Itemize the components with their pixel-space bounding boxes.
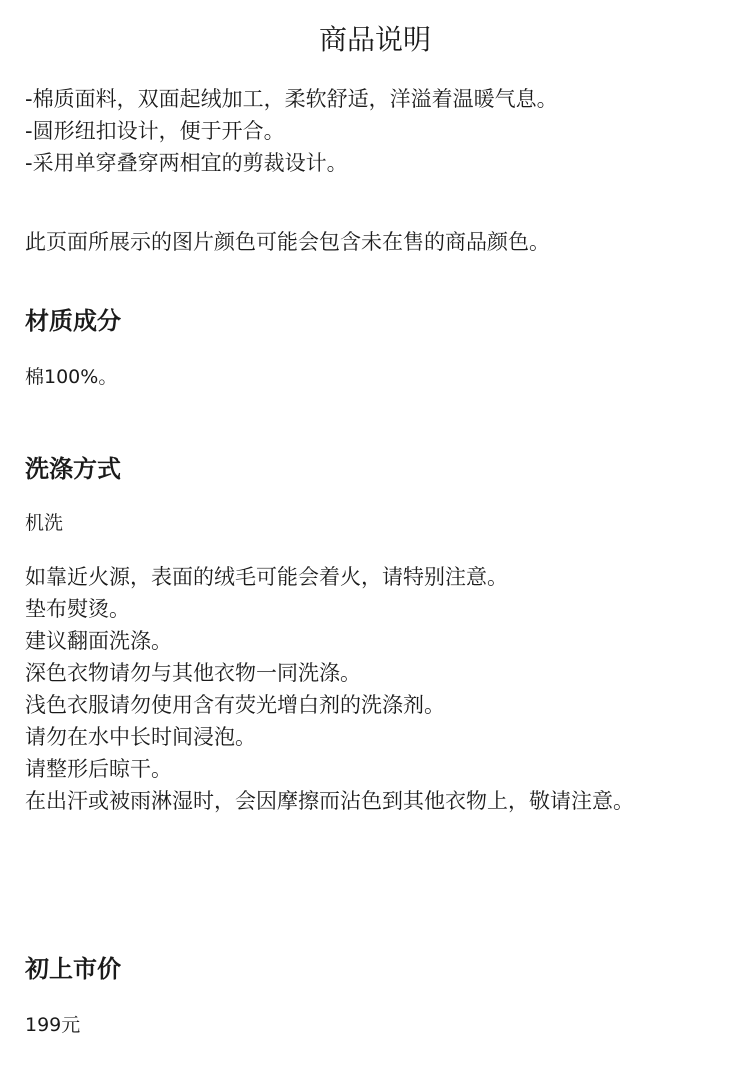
washing-note: 在出汗或被雨淋湿时，会因摩擦而沾色到其他衣物上，敬请注意。 — [25, 789, 634, 813]
material-heading: 材质成分 — [25, 307, 121, 335]
washing-note: 建议翻面洗涤。 — [25, 629, 172, 653]
washing-heading: 洗涤方式 — [25, 455, 121, 483]
material-value: 棉100%。 — [25, 366, 118, 388]
washing-note: 请勿在水中长时间浸泡。 — [25, 725, 256, 749]
washing-note: 深色衣物请勿与其他衣物一同洗涤。 — [25, 661, 361, 685]
price-heading: 初上市价 — [25, 955, 121, 983]
washing-note: 请整形后晾干。 — [25, 757, 172, 781]
page-title: 商品说明 — [318, 23, 431, 56]
feature-item: -圆形纽扣设计，便于开合。 — [25, 119, 285, 143]
washing-method: 机洗 — [25, 512, 64, 534]
washing-note: 如靠近火源，表面的绒毛可能会着火，请特别注意。 — [25, 565, 508, 589]
washing-note: 垫布熨烫。 — [25, 597, 130, 621]
feature-item: -棉质面料，双面起绒加工，柔软舒适，洋溢着温暖气息。 — [25, 87, 558, 111]
washing-note: 浅色衣服请勿使用含有荧光增白剂的洗涤剂。 — [25, 693, 445, 717]
feature-item: -采用单穿叠穿两相宜的剪裁设计。 — [25, 151, 348, 175]
color-disclaimer: 此页面所展示的图片颜色可能会包含未在售的商品颜色。 — [25, 230, 550, 254]
price-value: 199元 — [25, 1014, 81, 1036]
